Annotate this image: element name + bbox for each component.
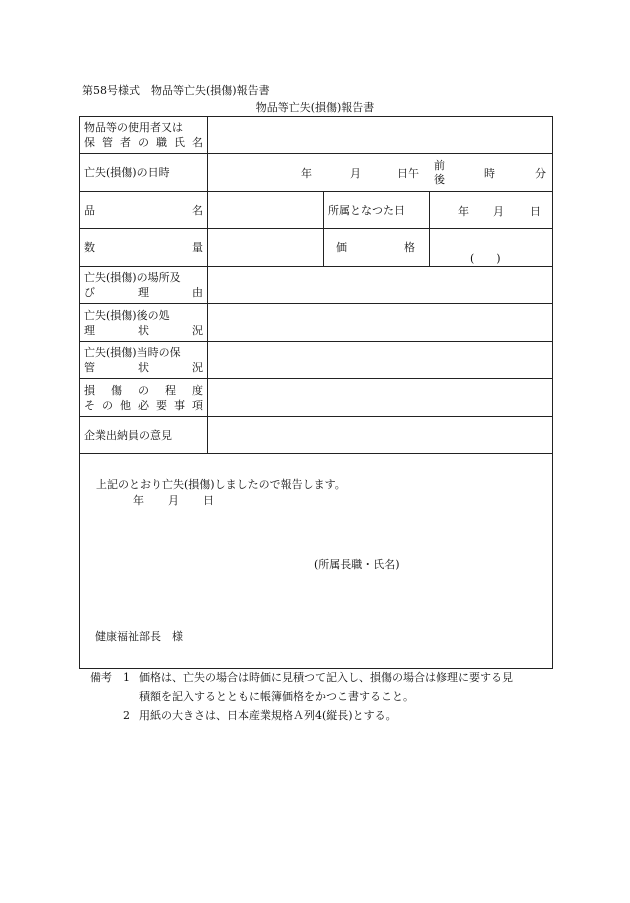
item-value-field[interactable] xyxy=(208,192,324,229)
price-value-field[interactable] xyxy=(430,229,553,267)
datetime-label-text: 亡失(損傷)の日時 xyxy=(84,166,170,179)
note-2 xyxy=(90,706,560,725)
quantity-row xyxy=(80,229,553,267)
dt-pm: 後 xyxy=(434,173,445,186)
quantity-value-field[interactable] xyxy=(208,229,324,267)
storage-label-line-2: 管状況 xyxy=(84,361,203,374)
quantity-label-text: 数量 xyxy=(84,241,203,254)
datetime-row xyxy=(80,154,553,192)
datetime-label xyxy=(80,154,208,192)
place-value-field[interactable] xyxy=(208,267,553,304)
report-form-table xyxy=(79,116,553,669)
report-day: 日 xyxy=(203,494,214,507)
belong-month: 月 xyxy=(493,205,504,218)
extent-value-field[interactable] xyxy=(208,379,553,417)
place-label-line-2: び理由 xyxy=(84,286,203,299)
addressee: 健康福祉部長 様 xyxy=(95,630,183,643)
note-1 xyxy=(90,668,560,687)
notes-section xyxy=(90,668,560,725)
extent-label-line-1: 損傷の程度 xyxy=(84,383,203,397)
item-label xyxy=(80,192,208,229)
price-label-text: 価格 xyxy=(336,241,415,254)
after-value-field[interactable] xyxy=(208,304,553,342)
after-label-line-1: 亡失(損傷)後の処 xyxy=(84,308,170,322)
report-year: 年 xyxy=(133,494,144,507)
place-row xyxy=(80,267,553,304)
place-label-line-1: 亡失(損傷)の場所及 xyxy=(84,271,181,284)
user-label xyxy=(80,117,208,154)
extent-label-line-2: その他必要事項 xyxy=(84,398,203,412)
opinion-label xyxy=(80,417,208,454)
user-label-line-2: 保管者の職氏名 xyxy=(84,136,203,149)
report-row xyxy=(80,454,553,669)
dt-am: 前 xyxy=(434,159,445,172)
note-1-continued xyxy=(90,687,560,706)
user-label-line-1: 物品等の使用者又は xyxy=(84,121,183,134)
belong-label xyxy=(324,192,430,229)
user-row xyxy=(80,117,553,154)
report-month: 月 xyxy=(168,494,179,507)
item-label-text: 品名 xyxy=(84,203,203,217)
note-2-number: 2 xyxy=(123,709,130,722)
storage-value-field[interactable] xyxy=(208,342,553,379)
after-label xyxy=(80,304,208,342)
extent-row xyxy=(80,379,553,417)
form-number-header: 第58号様式 物品等亡失(損傷)報告書 xyxy=(82,84,270,97)
dt-minute: 分 xyxy=(535,167,546,180)
datetime-value-field[interactable] xyxy=(208,154,553,192)
storage-row xyxy=(80,342,553,379)
user-value-field[interactable] xyxy=(208,117,553,154)
dt-day: 日午 xyxy=(397,167,419,180)
storage-label xyxy=(80,342,208,379)
signer-label: (所属長職・氏名) xyxy=(314,558,400,571)
quantity-label xyxy=(80,229,208,267)
price-label xyxy=(324,229,430,267)
report-statement-area xyxy=(80,454,553,669)
note-1-text-1: 価格は、亡失の場合は時価に見積つて記入し、損傷の場合は修理に要する見 xyxy=(139,671,513,684)
place-label xyxy=(80,267,208,304)
report-statement: 上記のとおり亡失(損傷)しましたので報告します。 xyxy=(96,478,346,491)
dt-year: 年 xyxy=(301,167,312,180)
belong-day: 日 xyxy=(530,205,541,218)
after-label-line-2: 理状況 xyxy=(84,323,203,337)
item-row xyxy=(80,192,553,229)
note-2-text: 用紙の大きさは、日本産業規格Ａ列4(縦長)とする。 xyxy=(139,709,397,722)
dt-hour: 時 xyxy=(484,167,495,180)
opinion-label-text: 企業出納員の意見 xyxy=(84,428,172,442)
dt-month: 月 xyxy=(350,167,361,180)
belong-label-text: 所属となつた日 xyxy=(328,203,405,217)
notes-prefix: 備考 xyxy=(90,671,112,684)
opinion-row xyxy=(80,417,553,454)
opinion-value-field[interactable] xyxy=(208,417,553,454)
note-1-text-2: 積額を記入するとともに帳簿価格をかつこ書すること。 xyxy=(139,690,414,703)
extent-label xyxy=(80,379,208,417)
form-title: 物品等亡失(損傷)報告書 xyxy=(255,101,375,114)
belong-date-field[interactable] xyxy=(430,192,553,229)
note-1-number: 1 xyxy=(123,671,130,684)
storage-label-line-1: 亡失(損傷)当時の保 xyxy=(84,346,181,359)
after-row xyxy=(80,304,553,342)
belong-year: 年 xyxy=(458,205,469,218)
price-paren: ( ) xyxy=(470,252,501,265)
